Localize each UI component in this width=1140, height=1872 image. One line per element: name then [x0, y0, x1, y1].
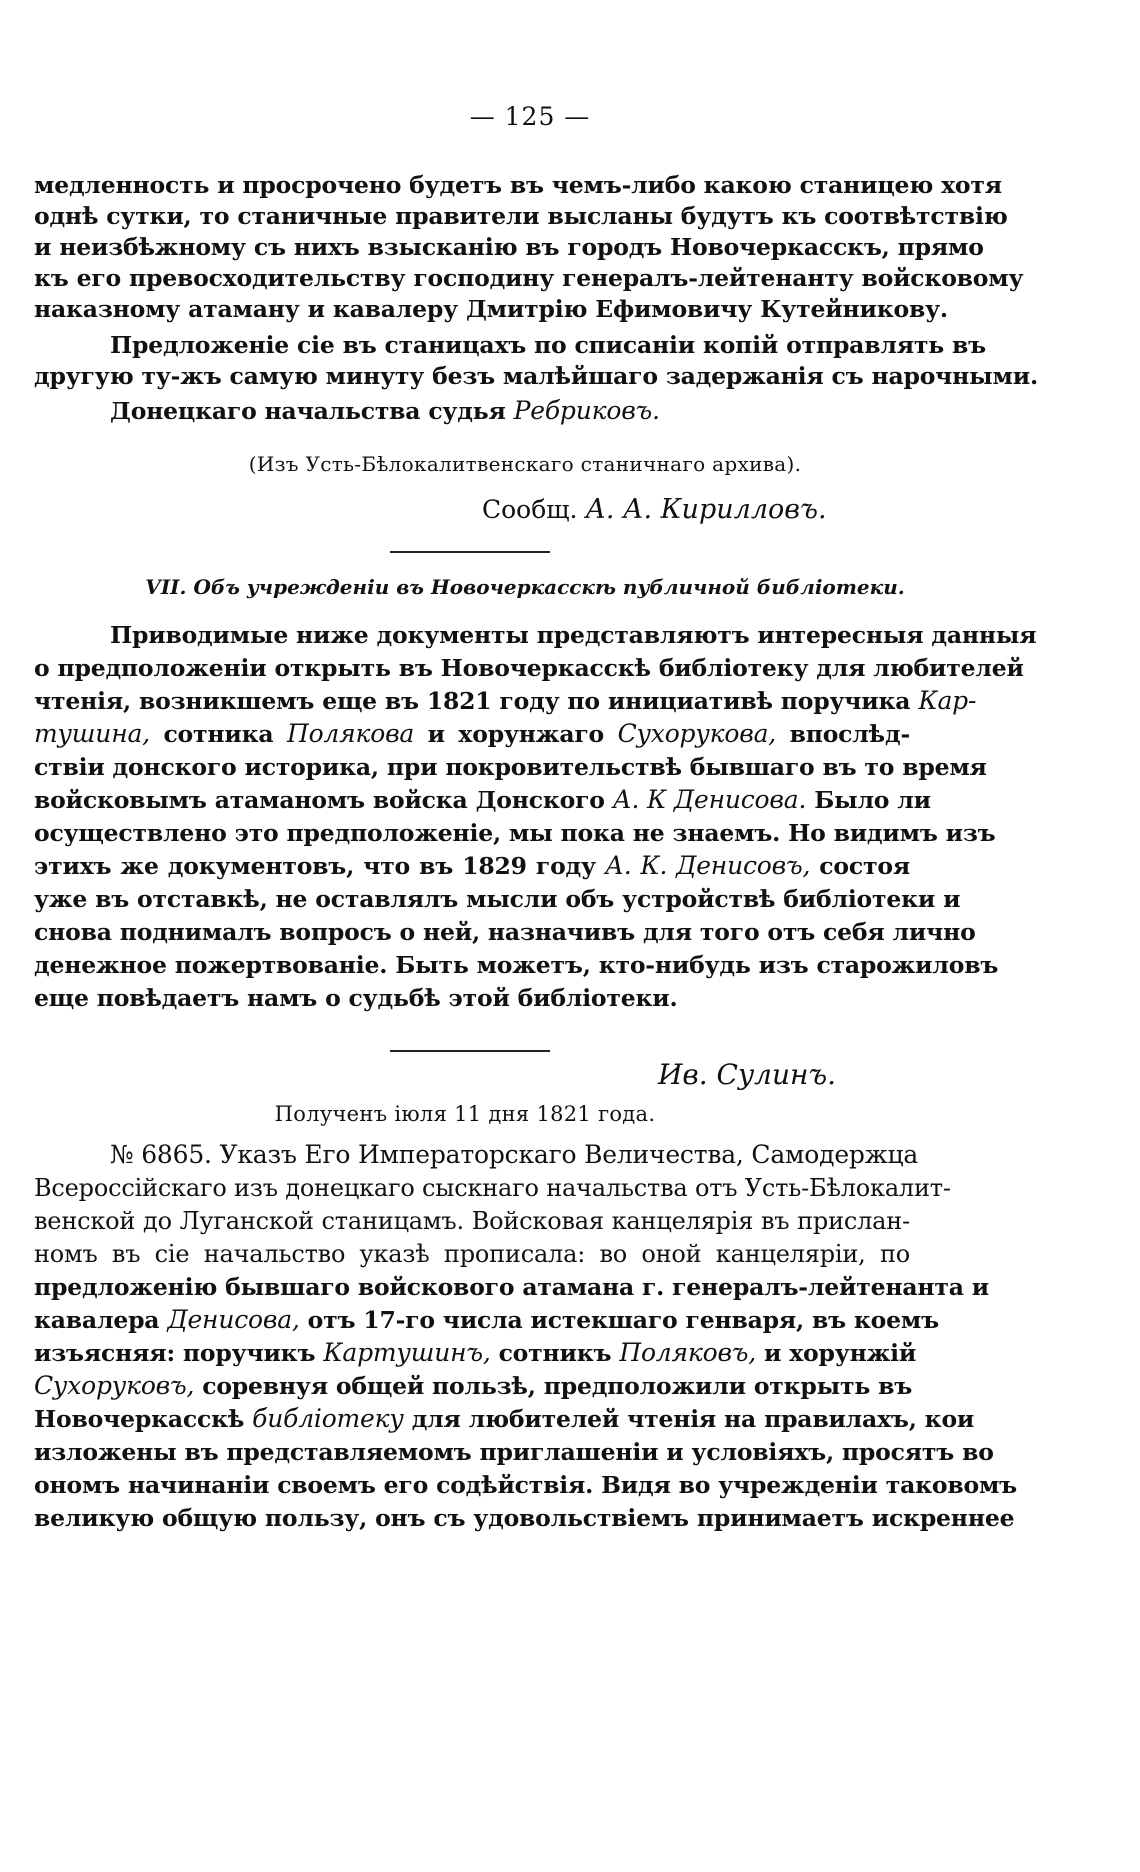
italic-name: Денисова, — [167, 1305, 300, 1334]
italic-name: А. К. Денисовъ, — [604, 851, 811, 880]
italic-name: Полякова — [286, 719, 415, 748]
text-span: соревнуя общей пользѣ, предположили открыть въ — [202, 1372, 913, 1400]
page-number: — 125 — — [469, 102, 591, 131]
archive-source: (Изъ Усть-Бѣлокалитвенскаго станичнаго архива). — [248, 452, 802, 476]
text-span: состоя — [819, 852, 910, 880]
text-line: ономъ начинаніи своемъ его содѣйствія. Видя во учрежденіи таковомъ — [34, 1471, 1018, 1499]
italic-name: Сухоруковъ, — [34, 1371, 195, 1400]
text-span: и хорунжаго — [427, 720, 605, 748]
text-line: венской до Луганской станицамъ. Войсковая канцелярія въ прислан- — [34, 1207, 910, 1235]
text-line: наказному атаману и кавалеру Дмитрію Ефимовичу Кутейникову. — [34, 295, 948, 323]
text-span: и хорунжій — [764, 1339, 917, 1367]
text-line — [34, 1371, 913, 1401]
text-line: великую общую пользу, онъ съ удовольствіемъ принимаетъ искреннее — [34, 1504, 1015, 1532]
communicated-prefix: Сообщ. — [482, 495, 578, 524]
text-line: и неизбѣжному съ нихъ взысканію въ городъ Новочеркасскъ, прямо — [34, 233, 984, 261]
text-line: изложены въ представляемомъ приглашеніи и условіяхъ, просятъ во — [34, 1438, 994, 1466]
text-span: для любителей чтенія на правилахъ, кои — [411, 1405, 975, 1433]
text-line: Приводимые ниже документы представляютъ интересныя данныя — [110, 621, 1037, 649]
text-line: Всероссійскаго изъ донецкаго сыскнаго начальства отъ Усть-Бѣлокалит- — [34, 1174, 951, 1202]
text-line — [34, 785, 931, 815]
text-line: однѣ сутки, то станичные правители высланы будутъ къ соотвѣтствію — [34, 202, 1008, 230]
judge-line — [110, 396, 660, 426]
text-line: денежное пожертвованіе. Быть можетъ, кто-нибудь изъ старожиловъ — [34, 951, 999, 979]
text-span: впослѣд- — [789, 720, 910, 748]
text-span: чтенія, возникшемъ еще въ 1821 году по инициативѣ поручика — [34, 687, 911, 715]
section-divider — [390, 551, 550, 553]
text-span: этихъ же документовъ, что въ 1829 году — [34, 852, 596, 880]
received-date: Полученъ іюля 11 дня 1821 года. — [274, 1102, 656, 1126]
text-line: Предложеніе сіе въ станицахъ по списаніи копій отправлять въ — [110, 331, 986, 359]
italic-name: библіотеку — [252, 1404, 404, 1433]
text-span: изъясняя: поручикъ — [34, 1339, 316, 1367]
text-line: ствіи донского историка, при покровительствѣ бывшаго въ то время — [34, 753, 987, 781]
text-span: Было ли — [814, 786, 931, 814]
italic-name: Сухорукова, — [617, 719, 777, 748]
text-line — [34, 686, 977, 716]
text-line: № 6865. Указъ Его Императорскаго Величества, Самодержца — [110, 1140, 919, 1169]
text-line: уже въ отставкѣ, не оставлялъ мысли объ устройствѣ библіотеки и — [34, 885, 961, 913]
text-line — [34, 1338, 917, 1368]
text-line — [34, 851, 910, 881]
judge-name: Ребриковъ. — [513, 396, 660, 425]
text-line — [34, 719, 910, 749]
italic-name: Кар- — [918, 686, 977, 715]
section-divider — [390, 1050, 550, 1052]
text-span: сотникъ — [498, 1339, 612, 1367]
text-line — [34, 1305, 939, 1335]
text-line — [34, 1404, 975, 1434]
italic-name: А. К Денисова. — [612, 785, 807, 814]
italic-name: Поляковъ, — [619, 1338, 757, 1367]
section-heading: VII. Объ учрежденіи въ Новочеркасскѣ публичной библіотеки. — [145, 575, 905, 599]
signature: Ив. Сулинъ. — [658, 1058, 837, 1091]
text-span: сотника — [163, 720, 274, 748]
text-line: номъ въ сіе начальство указѣ прописала: во оной канцеляріи, по — [34, 1240, 910, 1268]
text-span: кавалера — [34, 1306, 160, 1334]
text-line: предложенію бывшаго войскового атамана г. генералъ-лейтенанта и — [34, 1273, 989, 1301]
italic-name: тушина, — [34, 719, 150, 748]
text-span: Новочеркасскѣ — [34, 1405, 245, 1433]
text-line: еще повѣдаетъ намъ о судьбѣ этой библіотеки. — [34, 984, 678, 1012]
italic-name: Картушинъ, — [323, 1338, 491, 1367]
text-span: отъ 17-го числа истекшаго генваря, въ коемъ — [307, 1306, 939, 1334]
text-line: къ его превосходительству господину генералъ-лейтенанту войсковому — [34, 264, 1024, 292]
text-line: другую ту-жъ самую минуту безъ малѣйшаго задержанія съ нарочными. — [34, 362, 1038, 390]
communicated-name: А. А. Кирилловъ. — [585, 494, 827, 525]
text-line: о предположеніи открыть въ Новочеркасскѣ библіотеку для любителей — [34, 654, 1024, 682]
communicated-by — [482, 494, 827, 525]
text-line: снова поднималъ вопросъ о ней, назначивъ для того отъ себя лично — [34, 918, 976, 946]
text-span: войсковымъ атаманомъ войска Донского — [34, 786, 605, 814]
text-line: осуществлено это предположеніе, мы пока не знаемъ. Но видимъ изъ — [34, 819, 996, 847]
judge-prefix: Донецкаго начальства судья — [110, 397, 506, 425]
text-line: медленность и просрочено будетъ въ чемъ-либо какою станицею хотя — [34, 171, 1002, 199]
